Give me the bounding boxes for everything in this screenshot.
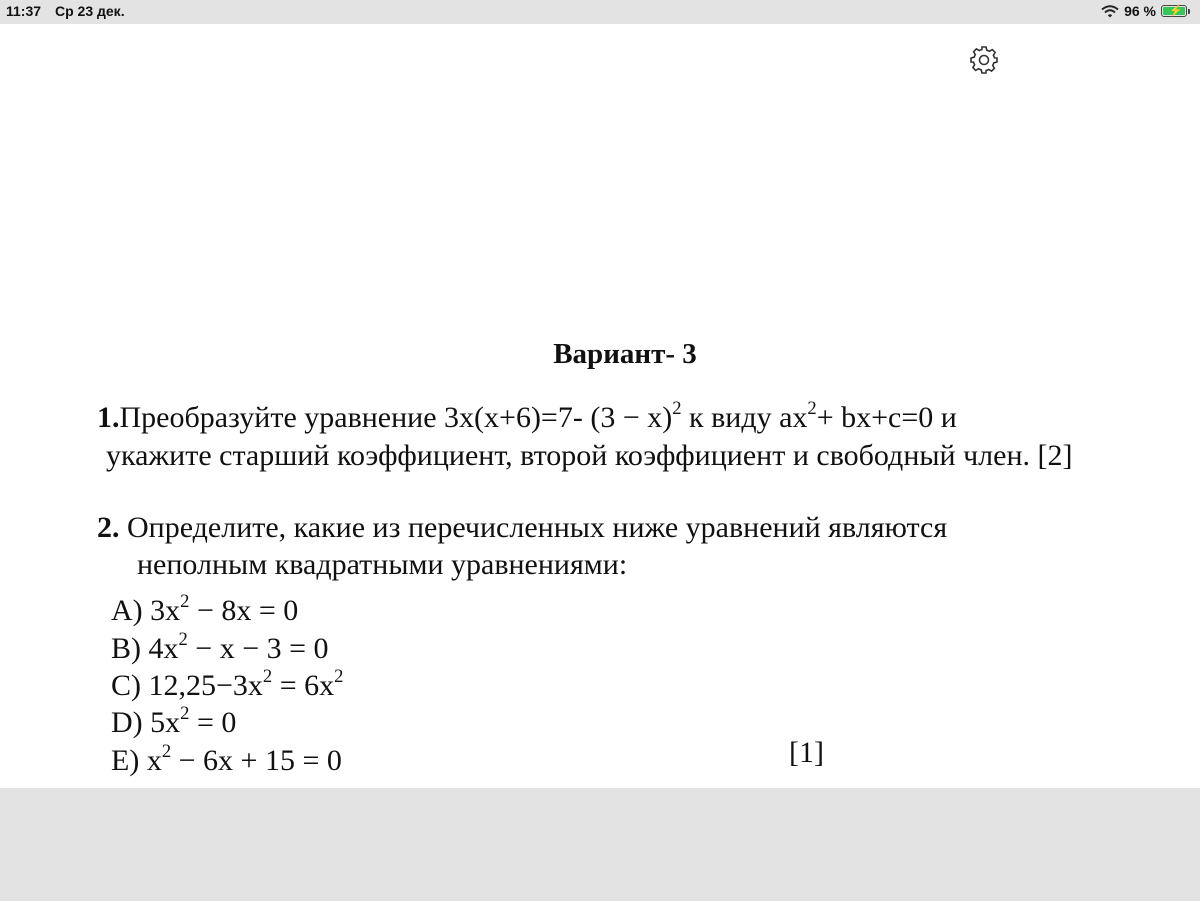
document-title: Вариант- 3 — [553, 338, 697, 370]
q1-line2: укажите старший коэффициент, второй коэффициент и свободный член. [2] — [106, 439, 1073, 472]
option-text: A) 3x — [111, 594, 181, 627]
option-b: B) $4x^2 - x - 3 = 0$ — [111, 628, 329, 665]
option-text-rest: = 6x — [272, 669, 335, 702]
option-text: C) 12,25−3x — [111, 669, 263, 702]
gear-icon[interactable] — [969, 45, 999, 75]
bottom-gray-area — [0, 788, 1200, 901]
q2-text: Определите, какие из перечисленных ниже уравнений являются — [119, 511, 948, 544]
q2-points: [1] — [789, 736, 824, 769]
option-text: E) x — [111, 744, 162, 777]
q2-line2: неполным квадратными уравнениями: — [137, 548, 628, 581]
q1-line1 — [97, 397, 957, 434]
status-bar — [0, 0, 1200, 24]
battery-charging-icon: ⚡ — [1161, 5, 1187, 17]
option-c: C) $12,25-3x^2 = 6x^2$ — [111, 665, 344, 702]
option-text-rest: = 0 — [189, 706, 237, 739]
option-text-rest: − 8x = 0 — [189, 594, 299, 627]
option-e: E) $x^2 - 6x + 15 = 0$ — [111, 740, 342, 777]
status-date: Ср 23 дек. — [55, 3, 125, 19]
q1-sup2: 2 — [807, 397, 817, 419]
q2-line1 — [97, 513, 947, 543]
q2-number: 2. — [97, 511, 120, 544]
q1-number: 1. — [97, 401, 120, 434]
option-d: D) $5x^2 = 0$ — [111, 702, 237, 739]
status-right — [1101, 3, 1190, 19]
q1-sup: 2 — [672, 397, 682, 419]
option-text-rest: − x − 3 = 0 — [187, 632, 329, 665]
q1-text-c: + bx+c=0 и — [816, 401, 957, 434]
q1-text-a: Преобразуйте уравнение 3х(х+6)=7- (3 − х) — [119, 401, 673, 434]
battery-percent: 96 % — [1124, 3, 1156, 19]
status-time: 11:37 — [6, 3, 42, 19]
option-a: A) $3x^2 - 8x = 0$ — [111, 590, 299, 627]
option-text-rest: − 6x + 15 = 0 — [171, 744, 342, 777]
option-tail-sup: 2 — [334, 665, 344, 687]
option-text: D) 5x — [111, 706, 181, 739]
battery-tip — [1188, 9, 1190, 14]
wifi-icon — [1101, 5, 1119, 18]
q1-text-b: к виду ax — [681, 401, 808, 434]
option-text: B) 4x — [111, 632, 179, 665]
